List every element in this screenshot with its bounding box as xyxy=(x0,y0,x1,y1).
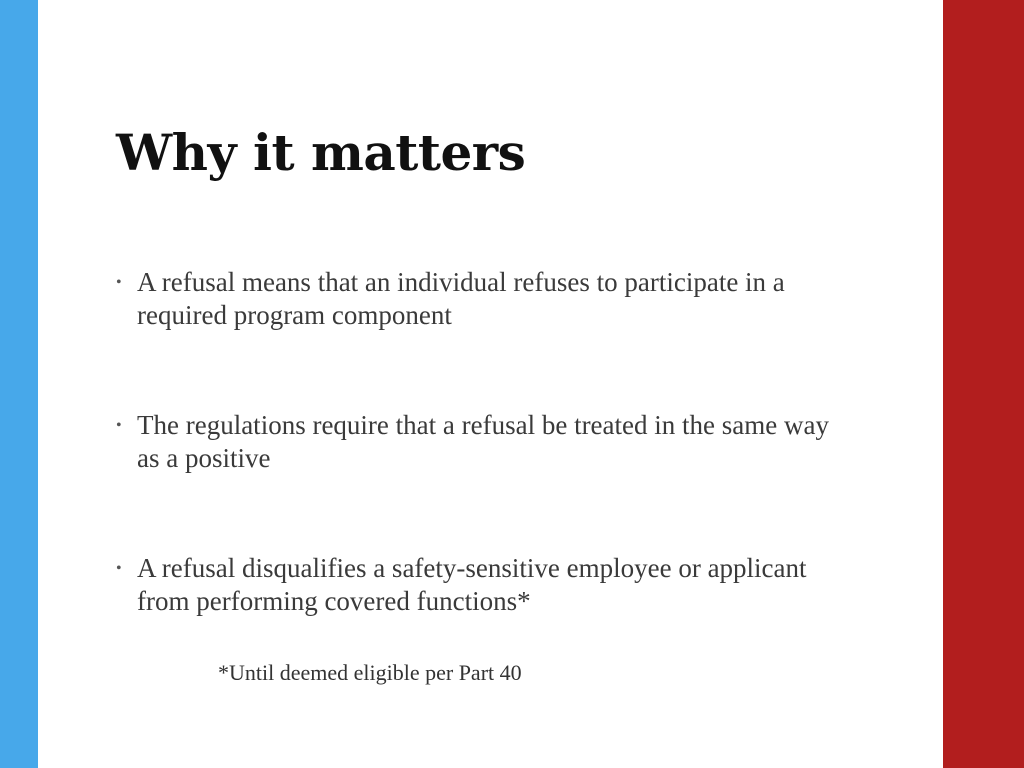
bullet-item xyxy=(116,552,836,618)
bullet-item xyxy=(116,409,836,475)
footnote: *Until deemed eligible per Part 40 xyxy=(218,660,522,685)
bullet-marker: • xyxy=(116,274,122,291)
slide-title: Why it matters xyxy=(116,123,526,182)
bullet-text: A refusal means that an individual refuses to participate in a required program component xyxy=(137,267,785,330)
bullet-marker: • xyxy=(116,560,122,577)
bullet-text: The regulations require that a refusal be treated in the same way as a positive xyxy=(137,410,829,473)
bullet-item xyxy=(116,266,836,332)
bullet-marker: • xyxy=(116,417,122,434)
right-accent-bar xyxy=(943,0,1024,768)
bullet-text: A refusal disqualifies a safety-sensitive employee or applicant from performing covered functions* xyxy=(137,553,807,616)
left-accent-bar xyxy=(0,0,38,768)
